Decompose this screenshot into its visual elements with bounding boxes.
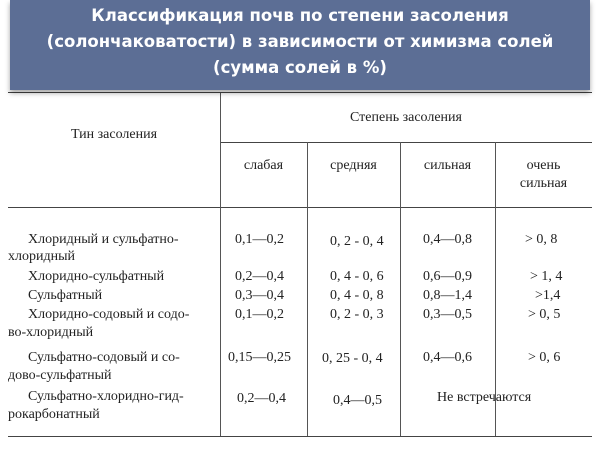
slide-title (10, 0, 590, 90)
row-4-type-line-1: Хлоридно-содовый и содо- (28, 307, 190, 322)
row-3-very-strong: >1,4 (535, 288, 561, 303)
type-column-header: Тин засоления (70, 127, 158, 142)
row-4-type-line-2: во-хлоридный (8, 325, 94, 340)
row-2-strong: 0,6—0,9 (423, 269, 472, 284)
table-bottom-border (8, 436, 592, 437)
row-2-very-strong: > 1, 4 (530, 269, 563, 284)
row-3-strong: 0,8—1,4 (423, 288, 472, 303)
row-5-strong: 0,4—0,6 (423, 350, 472, 365)
column-divider-type (220, 93, 221, 436)
col-header-medium: средняя (330, 158, 377, 173)
col-header-strong: сильная (423, 158, 472, 173)
title-line-3: (сумма солей в %) (213, 58, 387, 77)
row-6-weak: 0,2—0,4 (237, 391, 286, 406)
row-6-type-line-1: Сульфатно-хлоридно-гид- (28, 389, 184, 404)
row-4-weak: 0,1—0,2 (235, 307, 284, 322)
row-2-medium: 0, 4 - 0, 6 (330, 269, 384, 284)
row-3-medium: 0, 4 - 0, 8 (330, 288, 384, 303)
degree-header-underline (220, 142, 592, 143)
col-header-very: очень (526, 158, 561, 173)
row-1-strong: 0,4—0,8 (423, 232, 472, 247)
row-1-weak: 0,1—0,2 (235, 232, 284, 247)
row-5-type-line-2: дово-сульфатный (8, 368, 112, 383)
degree-group-header: Степень засоления (350, 110, 462, 125)
row-5-very-strong: > 0, 6 (528, 350, 561, 365)
row-2-weak: 0,2—0,4 (235, 269, 284, 284)
row-5-weak: 0,15—0,25 (228, 350, 291, 365)
header-bottom-border (8, 207, 592, 208)
table-top-border (8, 92, 592, 93)
row-5-medium: 0, 25 - 0, 4 (322, 351, 383, 366)
row-3-type-line-1: Сульфатный (28, 288, 103, 303)
row-5-type-line-1: Сульфатно-содовый и со- (28, 350, 180, 365)
col-header-very-strong: сильная (519, 176, 568, 191)
row-1-very-strong: > 0, 8 (525, 232, 558, 247)
row-4-strong: 0,3—0,5 (423, 307, 472, 322)
salinity-table (0, 88, 600, 450)
row-3-weak: 0,3—0,4 (235, 288, 284, 303)
row-2-type-line-1: Хлоридно-сульфатный (28, 269, 165, 284)
row-6-strong: Не встречаются (437, 390, 532, 405)
col-header-weak: слабая (243, 158, 284, 173)
row-6-type-line-2: рокарбонатный (8, 407, 100, 422)
row-1-medium: 0, 2 - 0, 4 (330, 234, 384, 249)
row-4-medium: 0, 2 - 0, 3 (330, 307, 384, 322)
row-1-type-line-2: хлоридный (8, 249, 75, 264)
row-4-very-strong: > 0, 5 (528, 307, 561, 322)
column-divider-medium (400, 142, 401, 436)
title-line-2: (солончаковатости) в зависимости от химизма солей (46, 32, 554, 51)
title-line-1: Классификация почв по степени засоления (91, 6, 509, 25)
row-1-type-line-1: Хлоридный и сульфатно- (28, 232, 179, 247)
column-divider-weak (307, 142, 308, 436)
row-6-medium: 0,4—0,5 (333, 393, 382, 408)
